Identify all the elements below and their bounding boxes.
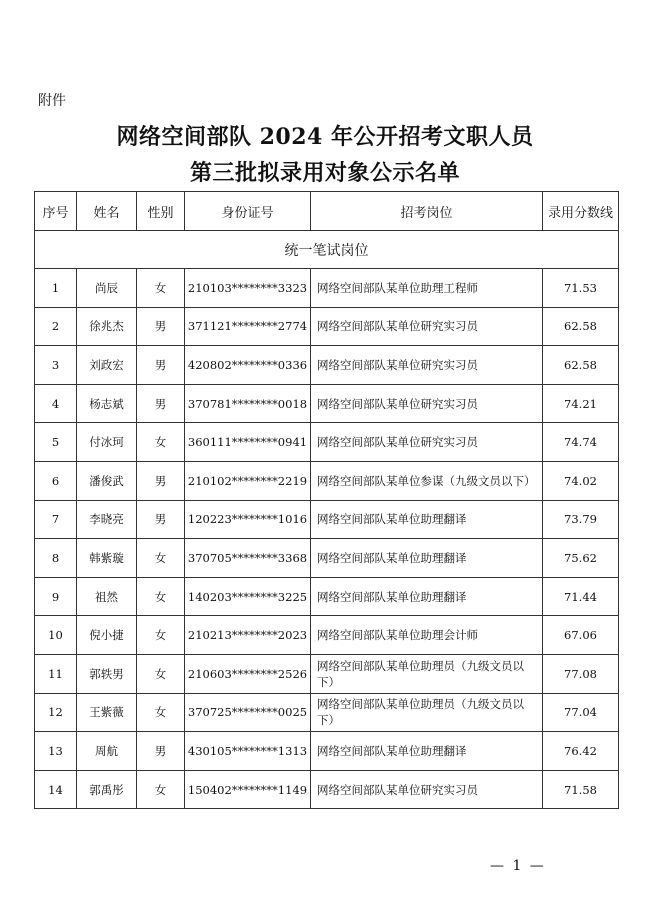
cell-name: 周航	[77, 732, 137, 771]
cell-score: 74.74	[543, 423, 619, 462]
cell-no: 3	[35, 346, 77, 385]
cell-score: 67.06	[543, 616, 619, 655]
cell-id: 140203********3225	[185, 577, 311, 616]
cell-id: 210603********2526	[185, 654, 311, 693]
cell-score: 77.08	[543, 654, 619, 693]
cell-id: 370725********0025	[185, 693, 311, 732]
table-row	[35, 269, 619, 308]
table-row	[35, 461, 619, 500]
cell-post: 网络空间部队某单位助理翻译	[311, 577, 543, 616]
cell-gender: 男	[137, 346, 185, 385]
cell-post: 网络空间部队某单位参谋（九级文员以下）	[311, 461, 543, 500]
header-score: 录用分数线	[543, 192, 619, 231]
cell-id: 371121********2774	[185, 307, 311, 346]
cell-score: 77.04	[543, 693, 619, 732]
page-number: — 1 —	[490, 858, 546, 874]
cell-score: 76.42	[543, 732, 619, 771]
table-row	[35, 346, 619, 385]
cell-id: 120223********1016	[185, 500, 311, 539]
cell-id: 150402********1149	[185, 770, 311, 809]
cell-gender: 女	[137, 539, 185, 578]
cell-gender: 女	[137, 616, 185, 655]
cell-no: 13	[35, 732, 77, 771]
section-row	[35, 231, 619, 269]
cell-name: 徐兆杰	[77, 307, 137, 346]
header-post: 招考岗位	[311, 192, 543, 231]
cell-name: 刘政宏	[77, 346, 137, 385]
cell-gender: 男	[137, 384, 185, 423]
cell-gender: 男	[137, 500, 185, 539]
cell-no: 7	[35, 500, 77, 539]
cell-score: 62.58	[543, 307, 619, 346]
cell-no: 14	[35, 770, 77, 809]
table-row	[35, 500, 619, 539]
cell-post: 网络空间部队某单位研究实习员	[311, 307, 543, 346]
cell-post: 网络空间部队某单位研究实习员	[311, 346, 543, 385]
cell-post: 网络空间部队某单位助理工程师	[311, 269, 543, 308]
document-title-line1: 网络空间部队 2024 年公开招考文职人员	[116, 124, 534, 150]
cell-post: 网络空间部队某单位助理翻译	[311, 500, 543, 539]
cell-post: 网络空间部队某单位研究实习员	[311, 384, 543, 423]
cell-post: 网络空间部队某单位助理翻译	[311, 539, 543, 578]
cell-no: 2	[35, 307, 77, 346]
cell-post: 网络空间部队某单位助理员（九级文员以下）	[311, 693, 543, 732]
attachment-label: 附件	[38, 93, 66, 109]
cell-name: 郭轶男	[77, 654, 137, 693]
cell-gender: 女	[137, 423, 185, 462]
table-row	[35, 307, 619, 346]
cell-score: 75.62	[543, 539, 619, 578]
cell-post: 网络空间部队某单位研究实习员	[311, 770, 543, 809]
cell-name: 韩紫璇	[77, 539, 137, 578]
cell-gender: 女	[137, 577, 185, 616]
cell-id: 430105********1313	[185, 732, 311, 771]
header-id: 身份证号	[185, 192, 311, 231]
cell-no: 4	[35, 384, 77, 423]
cell-id: 360111********0941	[185, 423, 311, 462]
cell-id: 370781********0018	[185, 384, 311, 423]
cell-no: 9	[35, 577, 77, 616]
cell-no: 5	[35, 423, 77, 462]
cell-name: 王紫薇	[77, 693, 137, 732]
cell-gender: 女	[137, 654, 185, 693]
table-row	[35, 732, 619, 771]
table-header-row	[35, 192, 619, 231]
cell-no: 6	[35, 461, 77, 500]
header-no: 序号	[35, 192, 77, 231]
cell-name: 潘俊武	[77, 461, 137, 500]
cell-no: 8	[35, 539, 77, 578]
table-row	[35, 384, 619, 423]
table-row	[35, 616, 619, 655]
cell-gender: 男	[137, 307, 185, 346]
cell-no: 12	[35, 693, 77, 732]
cell-name: 李晓亮	[77, 500, 137, 539]
table-row	[35, 693, 619, 732]
cell-gender: 女	[137, 269, 185, 308]
table-row	[35, 539, 619, 578]
cell-gender: 男	[137, 732, 185, 771]
cell-gender: 女	[137, 693, 185, 732]
candidate-table	[34, 191, 619, 809]
cell-id: 210213********2023	[185, 616, 311, 655]
table-row	[35, 423, 619, 462]
table-row	[35, 577, 619, 616]
cell-gender: 女	[137, 770, 185, 809]
cell-score: 62.58	[543, 346, 619, 385]
cell-no: 10	[35, 616, 77, 655]
cell-score: 74.02	[543, 461, 619, 500]
cell-post: 网络空间部队某单位助理会计师	[311, 616, 543, 655]
cell-name: 杨志斌	[77, 384, 137, 423]
header-gender: 性别	[137, 192, 185, 231]
cell-id: 210103********3323	[185, 269, 311, 308]
cell-id: 370705********3368	[185, 539, 311, 578]
cell-no: 1	[35, 269, 77, 308]
cell-post: 网络空间部队某单位助理员（九级文员以下）	[311, 654, 543, 693]
cell-name: 付冰珂	[77, 423, 137, 462]
cell-score: 71.53	[543, 269, 619, 308]
cell-score: 71.58	[543, 770, 619, 809]
cell-no: 11	[35, 654, 77, 693]
cell-gender: 男	[137, 461, 185, 500]
cell-score: 71.44	[543, 577, 619, 616]
cell-id: 210102********2219	[185, 461, 311, 500]
table-row	[35, 770, 619, 809]
cell-name: 祖然	[77, 577, 137, 616]
document-title-line2: 第三批拟录用对象公示名单	[189, 160, 460, 186]
header-name: 姓名	[77, 192, 137, 231]
cell-name: 倪小捷	[77, 616, 137, 655]
cell-name: 郭禹彤	[77, 770, 137, 809]
cell-name: 尚辰	[77, 269, 137, 308]
cell-post: 网络空间部队某单位助理翻译	[311, 732, 543, 771]
section-title: 统一笔试岗位	[35, 231, 619, 269]
table-row	[35, 654, 619, 693]
cell-post: 网络空间部队某单位研究实习员	[311, 423, 543, 462]
cell-score: 74.21	[543, 384, 619, 423]
cell-score: 73.79	[543, 500, 619, 539]
cell-id: 420802********0336	[185, 346, 311, 385]
